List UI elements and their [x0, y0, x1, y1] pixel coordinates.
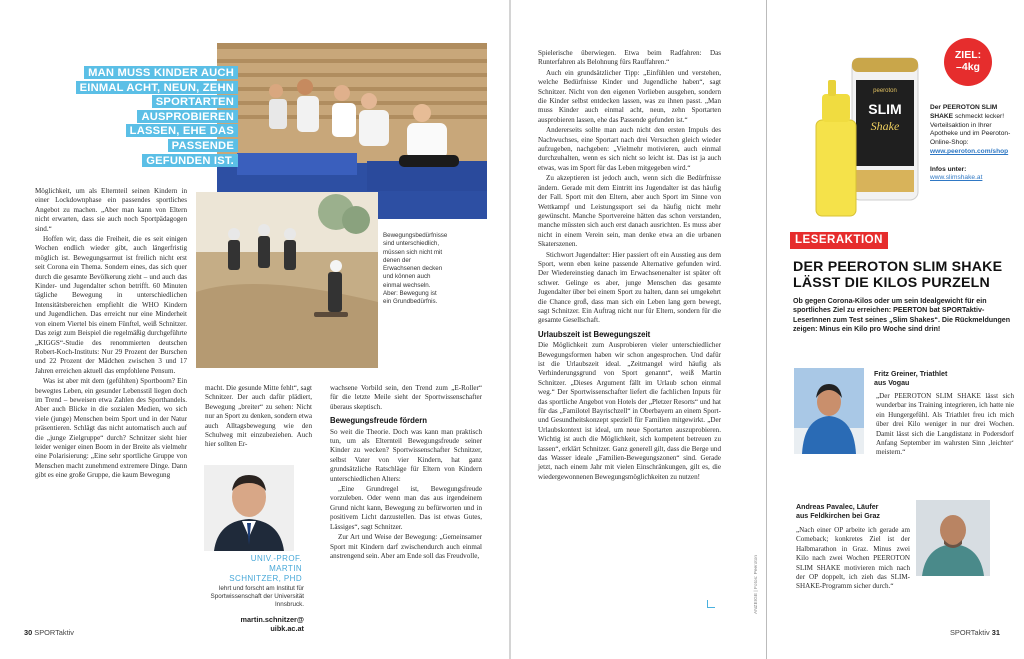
skatepark-photo	[196, 192, 378, 368]
skatepark-illustration	[196, 192, 378, 368]
author-name-line: MARTIN	[269, 564, 302, 573]
goal-badge	[944, 38, 992, 86]
reader2-name-line: Andreas Pavalec, Läufer	[796, 503, 879, 511]
subheading: Bewegungsfreude fördern	[330, 416, 428, 426]
ad-lead: Ob gegen Corona-Kilos oder um sein Idealgewicht für ein sportliches Ziel zu erreichen: PEERTON bat SPORTaktiv-LeserInnen zum Test seines „Slim Shakes“. Die Rückmeldungen zeigen: Minus ein Kilo pro Woche sind drin!	[793, 297, 1011, 333]
reader1-name	[874, 370, 1014, 388]
paragraph: Möglichkeit, um als Elternteil seinen Kindern in einer Lockdownphase ein passendes sportliches Angebot zu machen. „Aber man kann von Eltern nicht erwarten, dass sie auch noch Sportpädagogen sind.“	[35, 187, 187, 233]
paragraph: Stichwort Jugendalter: Hier passiert oft ein Ausstieg aus dem Sport, wenn eben keine passende Alternative gefunden wird. Der Wiedereinstieg danach im Erwachsenenalter ist später oft schwer. Gelinge es aber, junge Menschen das gesamte Jugendalter über bei einem Sport zu halten, dann sei umgekehrt die Chance groß, dass man sich ein Leben lang gern bewegt, sagt Schnitzer. Ein Auftrag nicht nur für Eltern, sondern für die gesamte Gesellschaft.	[538, 250, 721, 325]
leseraktion-tag: LESERAKTION	[790, 232, 888, 249]
page-number-right	[950, 628, 1000, 637]
reader2-name	[796, 503, 914, 521]
paragraph: Was ist aber mit dem (gefühlten) Sportboom? Ein bewegtes Leben, ein gesunder Lebensstil liegen doch im Trend – beweisen etwa Zahlen des Sporthandels. Aber auch Blicke in die sozialen Medien, wo sich viele (junge) Menschen beim Sport und in der Natur präsentieren. Schlägt das nicht automatisch auch auf die „junge Zielgruppe“ durch? Schnitzer sieht hier leider weniger einen Boom in der Breite als vielmehr eine Polarisierung: „Eine sehr sportliche Gruppe von Menschen macht zunehmend extremere Dinge. Dann gibt es eine große Gruppe, die kaum Bewegung	[35, 377, 187, 480]
article-column-1	[35, 187, 187, 627]
svg-text:Shake: Shake	[870, 119, 900, 133]
image-caption: Bewegungsbedürfnisse sind unterschiedlich, müssen sich nicht mit denen der Erwachsenen decken und können auch einmal wechseln. Aber: Bewegung ist ein Grundbedürfnis.	[383, 232, 448, 306]
slim-shake-product-illustration	[808, 50, 928, 226]
ad-headline-line: DER PEEROTON SLIM SHAKE	[793, 259, 1003, 275]
reader2-photo	[916, 500, 990, 576]
pull-quote	[66, 66, 238, 168]
ad-headline-line: LÄSST DIE KILOS PURZELN	[793, 274, 990, 291]
page-number: 30	[24, 628, 33, 637]
ad-divider-line	[766, 0, 767, 659]
paragraph: Andererseits sollte man auch nicht den ersten Impuls des Nachwuchses, eine Sportart nach drei Versuchen gleich wieder aufzugeben, nachgeben: „Vielmehr motivieren, auch einmal durchzuhalten, wenn es sich nicht so leicht ist. Das ist ja auch etwas, was im Sport für das Leben mitgegeben wird.“	[538, 126, 721, 172]
pull-quote-line: GEFUNDEN IST.	[142, 154, 238, 167]
reader1-quote	[796, 392, 1014, 474]
page-number: 31	[991, 628, 1000, 637]
product-info-text: schmeckt lecker! Verteilsaktion in Ihrer Apotheke und im Peeroton-Online-Shop:	[930, 112, 1011, 147]
product-info-label: Infos unter:	[930, 165, 967, 173]
author-name-line: SCHNITZER, PHD	[229, 574, 302, 583]
reader2-place: aus Feldkirchen bei Graz	[796, 512, 880, 521]
author-email-line: uibk.ac.at	[270, 624, 304, 633]
paragraph: Spielerische überwiegen. Etwa beim Radfahren: Das Runterfahren als Belohnung fürs Rauffahren.“	[538, 49, 721, 67]
left-page	[0, 0, 509, 659]
paragraph: So weit die Theorie. Doch was kann man praktisch tun, um als Elternteil Bewegungsfreude seiner Kinder zu wecken? Sportwissenschafter Schnitzer, selbst Vater von vier Kindern, hat ganz grundsätzliche Ratschläge für Eltern von Kindern unterschiedlichen Alters:	[330, 427, 482, 483]
pull-quote-line: SPORTARTEN AUSPROBIEREN	[137, 95, 238, 123]
author-name	[200, 554, 302, 584]
svg-text:peeroton: peeroton	[873, 88, 897, 94]
author-name-line: UNIV.-PROF.	[250, 554, 302, 563]
author-email-line: martin.schnitzer@	[240, 615, 304, 624]
reader1-quote-text: „Der PEEROTON SLIM SHAKE lässt sich wunderbar ins Training integrieren, ich hatte nie ein Hungergefühl. Als Triathlet freu ich mich über drei Kilo weniger in nur drei Wochen. Damit lässt sich die Langdistanz in Podersdorf Anfang September im wahrsten Sinn ‚leichter‘ meistern.“	[876, 392, 1014, 457]
page-number-left	[24, 628, 74, 637]
article-column-2	[205, 384, 312, 449]
info-link[interactable]: www.slimshake.at	[930, 174, 983, 182]
reader1-place: aus Vogau	[874, 379, 910, 388]
product-info-intro: Der PEEROTON SLIM SHAKE	[930, 104, 998, 120]
article-end-mark	[707, 600, 715, 608]
goal-badge-value: –4kg	[956, 61, 980, 73]
magazine-name: SPORTaktiv	[34, 628, 74, 637]
paragraph: Zur Art und Weise der Bewegung: „Gemeinsamer Sport mit Kindern darf zwischendurch auch einmal anstrengend sein. Aber am Ende soll das Freudvolle,	[330, 533, 482, 560]
paragraph: macht. Die gesunde Mitte fehlt“, sagt Schnitzer. Der auch dafür plädiert, Bewegung „breiter“ zu sehen: Nicht nur an Sport zu denken, sondern etwa auch Alltagsbewegung wie den Schulweg mit einzubeziehen. Auch hier sollten Er-	[205, 384, 312, 449]
right-article-column	[538, 49, 721, 609]
svg-text:SLIM: SLIM	[868, 101, 902, 117]
pull-quote-line: MAN MUSS KINDER AUCH	[84, 66, 238, 79]
paragraph: „Eine Grundregel ist, Bewegungsfreude vorzuleben. Oder wenn man das aus irgendeinem Grund nicht kann, Bewegung zu befürworten und in positivem Licht darzustellen. Das ist etwas Gutes, Lässiges“, sagt Schnitzer.	[330, 485, 482, 531]
product-image	[808, 50, 928, 226]
paragraph: Hoffen wir, dass die Freiheit, die es seit einigen Wochen endlich wieder gibt, auch längerfristig möglich ist. Bewegungsarmut ist freilich nicht erst seit Corona ein Thema. Sondern eines, das sich quer durch die gesamte Bevölkerung zieht – und auch das Kinder- und Jugendalter schon betrifft. 60 Minuten tägliche Bewegung in unterschiedlichen Intensitätsbereichen empfiehlt die WHO Kindern und Jugendlichen. Das erreicht nur eine Minderheit von einem Viertel bis einem Fünftel, weiß Schnitzer. Das zeigt zum Beispiel die regelmäßig durchgeführte „KIGGS“-Studie des renommierten deutschen Robert-Koch-Instituts: Nur 29 Prozent der Burschen und 22 Prozent der Mädchen zwischen 3 und 17 Jahren erreichen aktuell das empfohlene Pensum.	[35, 235, 187, 375]
author-portrait-illustration	[204, 465, 294, 551]
reader1-name-line: Fritz Greiner, Triathlet	[874, 370, 948, 378]
author-portrait	[204, 465, 294, 551]
magazine-name: SPORTaktiv	[950, 628, 990, 637]
product-info	[930, 104, 1012, 183]
author-bio: lehrt und forscht am Institut für Sportwissenschaft der Universität Innsbruck.	[210, 585, 304, 609]
paragraph: wachsene Vorbild sein, den Trend zum „E-Roller“ für die letzte Meile sieht der Sportwissenschafter überaus skeptisch.	[330, 384, 482, 411]
ad-credit: ANZEIGE | Fotos: Peeroton	[754, 554, 759, 614]
subheading: Urlaubszeit ist Bewegungszeit	[538, 329, 651, 339]
goal-badge-label: ZIEL:	[954, 49, 982, 61]
paragraph: Die Möglichkeit zum Ausprobieren vieler unterschiedlicher Bewegungsformen haben wir schon angesprochen. Und dafür ist die Urlaubszeit ideal. „Zeitmangel wird häufig als Verhinderungsgrund von Sport genannt“, weiß Martin Schnitzer. „Dieses Argument fällt im Urlaub schon einmal weg.“ Der Sportwissenschafter liefert die fachlichen Inputs für das sportliche Angebot von Hotels der „Pletzer Resorts“ und hat für das „Familotel Bayrischzell“ in Oberbayern an einem Sport- und Gesundheitskonzept speziell für Familien mitgewirkt. „Der Urlaubskontext ist ideal, um neue Sportarten auszuprobieren. Wichtig ist auch die Möglichkeit, sich kompetent betreuen zu lassen“, erklärt Schnitzer. Ganz generell gilt, dass die Berge und das Wasser ideale „Familien-Bewegungszonen“ sind. Gerade jetzt, nach einem Jahr mit vielen Einschränkungen, gilt es, die wiedergewonnenen Bewegungsmöglichkeiten zu nutzen!	[538, 341, 721, 481]
reader2-quote: „Nach einer OP arbeite ich gerade am Comeback; konkretes Ziel ist der Halbmarathon in Graz. Minus zwei Kilo nach zwei Wochen PEEROTON SLIM SHAKE motivieren mich nach der OP doppelt, ich zieh das SLIM-SHAKE-Programm sicher durch.“	[796, 526, 910, 591]
reader2-photo-illustration	[916, 500, 990, 576]
article-column-3	[330, 384, 482, 624]
shop-link[interactable]: www.peeroton.com/shop	[930, 147, 1009, 155]
pull-quote-line: EINMAL ACHT, NEUN, ZEHN	[76, 81, 238, 94]
paragraph: Auch ein grundsätzlicher Tipp: „Einfühlen und verstehen, welche Bedürfnisse Kinder und Jugendliche haben“, sagt Schnitzer. Nicht von den eigenen Vorlieben ausgehen, sondern die Kinder selbst entdecken lassen, was zu ihnen passt. „Man muss Kinder auch einmal acht, neun, zehn Sportarten ausprobieren lassen, ehe das Passende gefunden ist.“	[538, 68, 721, 124]
pull-quote-line: LASSEN, EHE DAS PASSENDE	[126, 124, 238, 152]
paragraph: Zu akzeptieren ist jedoch auch, wenn sich die Bedürfnisse ändern. Gerade mit dem Eintritt ins Jugendalter ist das häufig der Fall. Sport mit den Eltern, aber auch Sport im Sinne von Wettkampf und Leistungssport sei da häufig nicht mehr gewünscht. Manche Sportvereine hätten das schon verstanden, manche müssten sich auch erst danach ausrichten. Es muss aber nicht in einem Verein sein, man denke etwa an die urbanen Skaterszenen.	[538, 174, 721, 249]
text-wrap-spacer	[796, 392, 876, 456]
author-email[interactable]	[200, 615, 304, 633]
ad-headline	[793, 260, 1013, 292]
